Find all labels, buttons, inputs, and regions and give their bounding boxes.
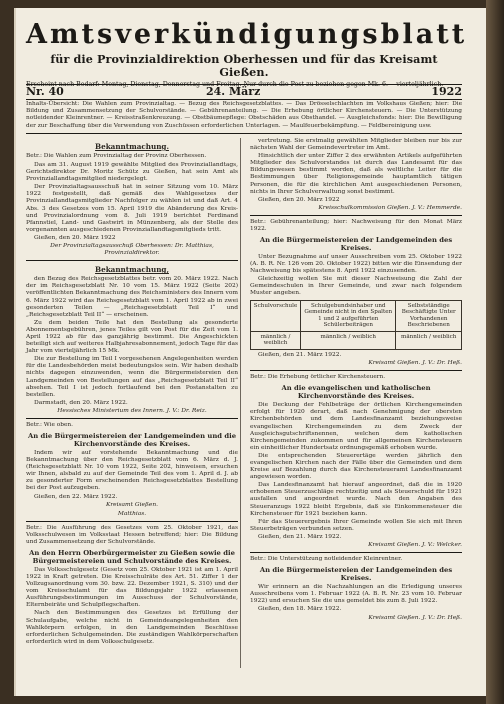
section-heading: An die Bürgermeistereien der Landgemeinden des Kreises. xyxy=(259,235,453,252)
signature: Kreisamt Gießen. J. V.: Dr. Heß. xyxy=(368,360,462,367)
section-heading: An die evangelischen und katholischen Kirchenvorstände des Kreises. xyxy=(281,384,431,401)
table-header: Schulvorschule xyxy=(251,300,301,331)
signature: Kreisamt Gießen. J. V.: Welcker. xyxy=(368,542,462,549)
gazette-subtitle: für die Provinzialdirektion Oberhessen und für das Kreisamt Gießen. xyxy=(50,52,438,79)
paragraph: Die Deckung der Fehlbeträge der örtlichen Kirchengemeinden erfolgt für 1920 derart, daß nach Genehmigung der obersten Kirchenbehörden und dem Landesfinanzamt beziehungsweise evangelischen Kirchengemeinden zu dem Zweck der Ausgleichsgutschriftsnennen, welchen dem katholischen Kirchengemeinden zukommen und für allgemeinen Kirchensteuern ein einheitlicher Hundertsatz ordnungsgemäß erhoben wurde. xyxy=(250,402,462,451)
table-cell: männlich / weiblich xyxy=(251,331,301,349)
signature: Der Provinzialtagsausschuß Oberhessen: Dr. Matthias, Provinzialdirektor. xyxy=(50,243,214,257)
paragraph: Die entsprechenden Steuerertäge werden jährlich den evangelischen Kirchen nach der Fälle über die Gemeinden und dem Kreise auf Bezahlung durch das Kirchensteueramt Landesfinanzamt angewiesen worden. xyxy=(250,452,462,481)
signature: Kreisamt Gießen. xyxy=(105,501,159,508)
paragraph: Zu dem beiden Teile hat den Bestellung als gesonderte Abonnementsgebühren, jenes Teiles gilt von Post für die Zeit vom 1. April 1922 ab für das ganzjährig bestimmt. Die Angeschickten beteiligt sich auf weiteres Halbjahresabonnement, jedoch Tage für das Jahr vom vierteljährlich 15 Mk. xyxy=(26,319,238,355)
paragraph: vertretung. Sie erstmalig gewählten Mitglieder bleiben nur bis zur nächsten Wahl der Gemeindevertreter im Amt. xyxy=(250,138,462,152)
subject-line: Betr.: Wie oben. xyxy=(26,422,73,428)
publication-schedule: Erscheint nach Bedarf: Montag, Dienstag, Donnerstag und Freitag. Nur durch die Post zu beziehen gegen Mk. 6.— vierteljährlich. xyxy=(26,81,444,88)
separator xyxy=(250,370,462,371)
place-date: Gießen, den 22. März 1922. xyxy=(34,493,118,500)
separator xyxy=(26,521,238,522)
paragraph: Die zur Bestellung im Teil I vorgesehenen Angelegenheiten werden für die Landesbehörden meist bedeutungslos sein. Wir haben deshalb nichts dagegen einzuwenden, wenn die Bürgermeistereien den Landgemeinden von Bestellungen auf das „Reichsgesetzblatt Teil II“ absehen. Teil I ist jedoch fortlaufend bei den Postanstalten zu bestellen. xyxy=(26,356,238,398)
section-heading: Bekanntmachung, xyxy=(95,265,169,275)
paragraph: Nach den Bestimmungen des Gesetzes ist Erfüllung der Schulaufgabe, welche nicht in Gemeindeangelegenheiten den Wahlkörpern erfolgen, in den Landgemeinden Beschlüsse erforderlichen Schulgemeinden. Die zuständigen Wahlkörperschaften erforderlich wird in dem Volksschulgesetz. xyxy=(26,610,238,645)
section-heading: An die Bürgermeistereien der Landgemeinden und die Kirchenvorstände des Kreises. xyxy=(27,432,237,448)
paragraph: den Bezug des Reichsgesetzblattes betr. vom 20. März 1922. Nach der im Reichsgesetzblatt Nr. 10 vom 15. März 1922 (Seite 202) veröffentlichten Bekanntmachung des Reichsministers des Innern vom 6. März 1922 wird das Reichsgesetzblatt vom 1. April 1922 ab in zwei gesonderten Teilen — „Reichsgesetzblatt Teil I“ und „Reichsgesetzblatt Teil II“ — erscheinen. xyxy=(26,276,238,318)
table-cell: männlich / weiblich xyxy=(396,331,462,349)
left-column xyxy=(26,138,238,647)
separator xyxy=(26,418,238,419)
paragraph: Für das Steuerergebnis Ihrer Gemeinde wollen Sie sich mit Ihren Steuerbeträgen verbunden setzen. xyxy=(250,518,462,532)
place-date: Darmstadt, den 20. März 1922. xyxy=(34,399,128,406)
reporting-table xyxy=(250,300,462,351)
place-date: Gießen, den 21. März 1922. xyxy=(258,352,342,359)
book-spine xyxy=(486,0,504,704)
issue-year: 1922 xyxy=(431,85,462,98)
paragraph: Hinsichtlich der unter Ziffer 2 des erwähnten Artikels aufgeführten Mitglieder des Schulvorstandes ist durch das Landesamt für das Bildungswesen bestimmt worden, daß als weltliche Leiter für die Bestimmungen über Religionsgemeinde hauptamtlich tätigen Personen, die für die kirchlichen Amt ausgeschiedenen Personen, nichts in Ihrer Schulverwaltung sonst bestimmt. xyxy=(250,153,462,195)
section-heading: An den Herrn Oberbürgermeister zu Gießen sowie die Bürgermeistereien und Schulvorstände des Kreises. xyxy=(29,548,235,565)
column-divider xyxy=(240,138,241,668)
section-heading: An die Bürgermeistereien der Landgemeinden des Kreises. xyxy=(259,566,453,583)
table-header: Schulgebundsinhaber und Gemeinde nicht in den Spalten 1 und 2 aufgeführten Schülerbeiträgen xyxy=(301,300,396,331)
paragraph: Indem wir auf vorstehende Bekanntmachung und die Bekanntmachung über den Reichsgesetzblatt vom 6. März d. J. (Reichsgesetzblatt Nr. 10 vom 1922, Seite 202, hinweisen, ersuchen wir Ihnen, alsbald zu auf der Gemeinde Teil des vom 1. April d. J. ab zu gesonderter Form erscheinenden Reichsgesetzblattes Bestellung bei der Post aufzugeben. xyxy=(26,450,238,492)
subject-line: Betr.: Die Ausführung des Gesetzes vom 25. Oktober 1921, das Volksschulwesen im Volksstaat Hessen betreffend; hier: Die Bildung und Zusammensetzung der Schulvorstände. xyxy=(26,524,238,545)
subject-line: Betr.: Gebührenanteilung; hier: Nachweisung für den Monat März 1922. xyxy=(250,218,462,232)
masthead xyxy=(26,19,468,89)
issue-number: Nr. 40 xyxy=(26,85,64,98)
right-column xyxy=(250,138,462,624)
separator xyxy=(26,260,238,261)
issue-date: 24. März xyxy=(206,85,261,98)
issue-line xyxy=(26,84,462,100)
section-heading: Bekanntmachung. xyxy=(95,142,169,151)
paragraph: Das Volksschulgesetz (Gesetz vom 25. Oktober 1921 ist am 1. April 1922 in Kraft getreten. Die Kreisschulräte des Art. 51. Ziffer 1 der Vollzugsanordnung vom 30. bzw. 22. Dezember 1921, S. 310) und der vom Kreisschulamt für das Bildungsjahr 1922 erlassenen Ausführungsbestimmungen im Ausschuss der Schulvorstände, Elternbeiräte und Schulpflegschaften. xyxy=(26,566,238,609)
place-date: Gießen, den 20. März 1922 xyxy=(34,234,116,241)
paragraph: Das Landesfinanzamt hat hierauf angeordnet, daß die in 1920 erhobenen Steuerzuschläge rechtzeitig und als Steuerschuld für 1921 ausfallen und angeordnet wurde. Nach den Angaben des Steueranzugs 1922 bleibt Ergebnis, daß sie Einkommensteuer die Kirchensteuer für 1921 beziehen kann. xyxy=(250,482,462,517)
subject-line: Betr.: Die Unterstützung notleidender Kleinrentner. xyxy=(250,556,403,563)
subject-line: Betr.: Die Erhebung örtlicher Kirchensteuern. xyxy=(250,374,386,381)
paragraph: Unter Bezugnahme auf unser Ausschreiben vom 25. Oktober 1922 (A. B. R. Nr. 126 vom 20. Oktober 1922) bitten wir die Einsendung der Nachweisung bis spätestens 8. April 1922 einzusenden. xyxy=(250,253,462,275)
signature: Matthias. xyxy=(117,510,147,517)
table-header: Selbstständige Beschäftigte Unter Vorhandenen Beschriebenen xyxy=(396,300,462,331)
place-date: Gießen, den 18. März 1922. xyxy=(258,606,342,613)
separator xyxy=(250,215,462,216)
separator xyxy=(250,552,462,553)
place-date: Gießen, den 21. März 1922. xyxy=(258,533,342,540)
signature: Hessisches Ministerium des Innern. J. V.: Dr. Reiz. xyxy=(57,407,207,414)
place-date: Gießen, den 20. März 1922 xyxy=(258,196,340,203)
table-of-contents: Inhalts-Übersicht: Die Wahlen zum Provinzialtag. — Bezug des Reichsgesetzblattes. — Das Drösselschlachten im Volkshaus Gießen; hier: Die Bildung und Zusammensetzung der Schulvorstände. — Gebührenanteilung. — Die Erhebung örtlicher Kirchensteuern. — Die Unterstützung notleidender Kleinrentner. — Kreisstraßenkreuzung. — Obstbäumepflege: Obstschäden aus Obsthandel. — Ausgleichsfonds: hier: Die Bewilligung der zur Beschaffung über die Verwendung von Zuschüssen erforderlichen Unterlagen. — Maulfeuerbekämpfung. — Feldbereinigung usw. xyxy=(26,101,462,134)
paragraph: Gleichzeitig wollen Sie mit dieser Nachweisung die Zahl der Gemeindeschulen in Ihrer Gemeinde, und zwar nach folgendem Muster angeben. xyxy=(250,276,462,297)
paragraph: Wir erinnern an die Nachzahlungen an die Erledigung unseres Ausschreibens vom 1. Februar 1922 (A. B. R. Nr. 23 vom 10. Februar 1922) und ersuchen Sie die uns gemeldet bis zum 8. Juli 1922. xyxy=(250,584,462,605)
paragraph: Der Provinzialtagsausschuß hat in seiner Sitzung vom 10. März 1922 festgestellt, daß gemäß des Wahlgesetzes der Provinziallandtagsmitglieder Nachfolger zu wählen ist und daß Art. 4 Abs. 3 des Gesetzes vom 15. April 1919 die Abänderung des Kreis- und Provinzialordnung vom 8. Juli 1919 berichtet Ferdinand Pfannstiel, Land- und Gastwirt in Münzenberg, als der Stelle des vorgenannten ausgeschiedenen Provinziallandtagsmitglieds tritt. xyxy=(26,184,238,233)
paragraph: Das am 31. August 1919 gewählte Mitglied des Provinziallandtags, Gerichtsdirektor Dr. Moritz Schütz zu Gießen, hat sein Amt als Provinziallandtagsmitglied niedergelegt. xyxy=(26,162,238,183)
table-cell: männlich / weiblich xyxy=(301,331,396,349)
gazette-title: Amtsverkündigungsblatt xyxy=(26,19,468,50)
subject-line: Betr.: Die Wahlen zum Provinzialtag der Provinz Oberhessen. xyxy=(26,153,207,159)
signature: Kreisschulkommission Gießen. J. V.: Hemmerde. xyxy=(318,204,462,211)
signature: Kreisamt Gießen. J. V.: Dr. Heß. xyxy=(368,614,462,621)
